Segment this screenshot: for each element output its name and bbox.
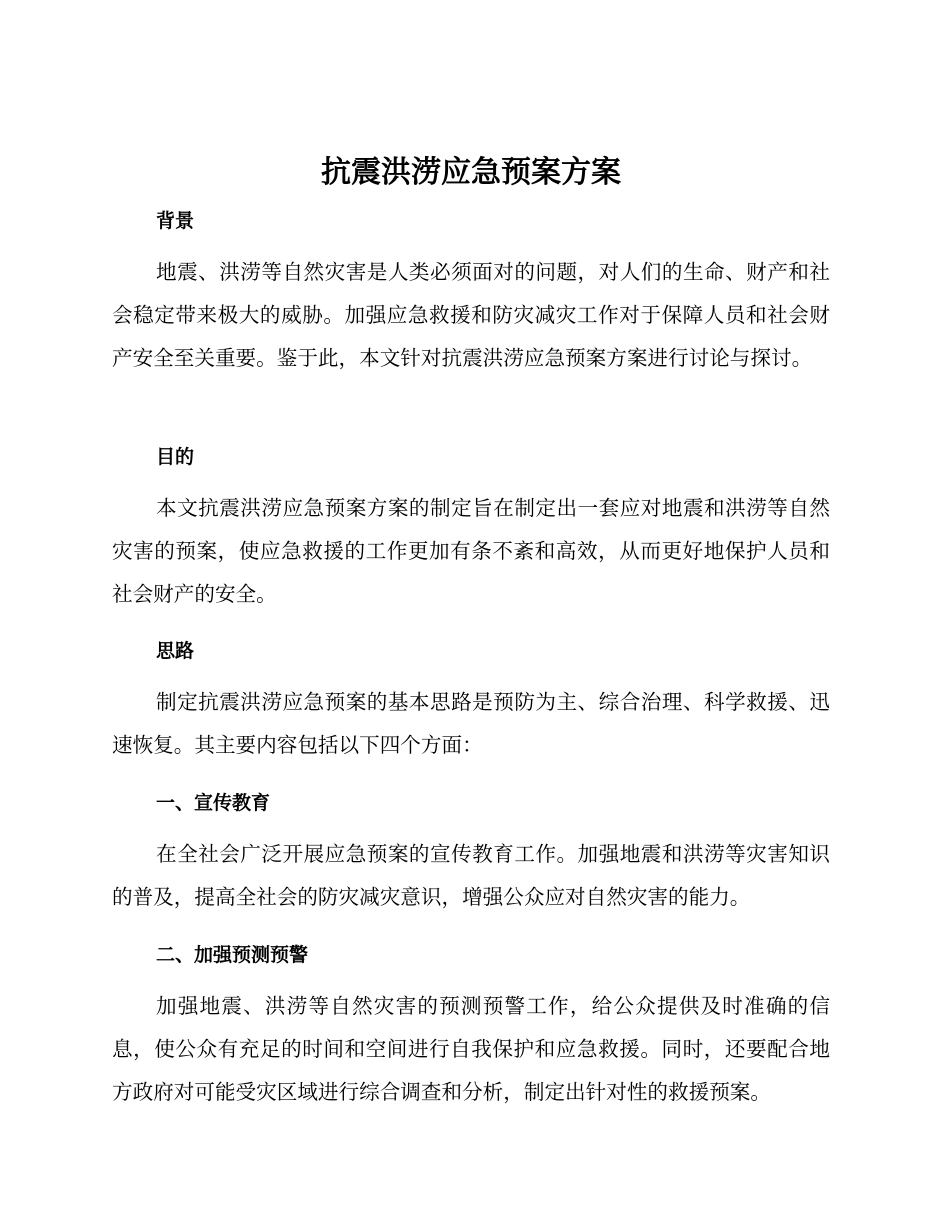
section-education (112, 790, 830, 919)
section-background (112, 208, 830, 380)
section-purpose (112, 444, 830, 616)
section-paragraph: 在全社会广泛开展应急预案的宣传教育工作。加强地震和洪涝等灾害知识的普及，提高全社会的防灾减灾意识，增强公众应对自然灾害的能力。 (112, 842, 830, 909)
section-paragraph: 本文抗震洪涝应急预案方案的制定旨在制定出一套应对地震和洪涝等自然灾害的预案，使应急救援的工作更加有条不紊和高效，从而更好地保护人员和社会财产的安全。 (112, 496, 830, 606)
section-heading: 一、宣传教育 (156, 792, 271, 814)
section-approach (112, 638, 830, 767)
section-forecast-warning (112, 942, 830, 1114)
section-heading: 思路 (156, 640, 195, 662)
section-paragraph: 地震、洪涝等自然灾害是人类必须面对的问题，对人们的生命、财产和社会稳定带来极大的威胁。加强应急救援和防灾减灾工作对于保障人员和社会财产安全至关重要。鉴于此，本文针对抗震洪涝应急预案方案进行讨论与探讨。 (112, 260, 830, 370)
section-heading: 二、加强预测预警 (156, 944, 309, 966)
section-heading: 背景 (156, 210, 195, 232)
section-heading: 目的 (156, 446, 195, 468)
document-title: 抗震洪涝应急预案方案 (321, 155, 621, 190)
section-paragraph: 制定抗震洪涝应急预案的基本思路是预防为主、综合治理、科学救援、迅速恢复。其主要内容包括以下四个方面： (112, 690, 830, 757)
section-paragraph: 加强地震、洪涝等自然灾害的预测预警工作，给公众提供及时准确的信息，使公众有充足的时间和空间进行自我保护和应急救援。同时，还要配合地方政府对可能受灾区域进行综合调查和分析，制定出针对性的救援预案。 (112, 994, 830, 1104)
